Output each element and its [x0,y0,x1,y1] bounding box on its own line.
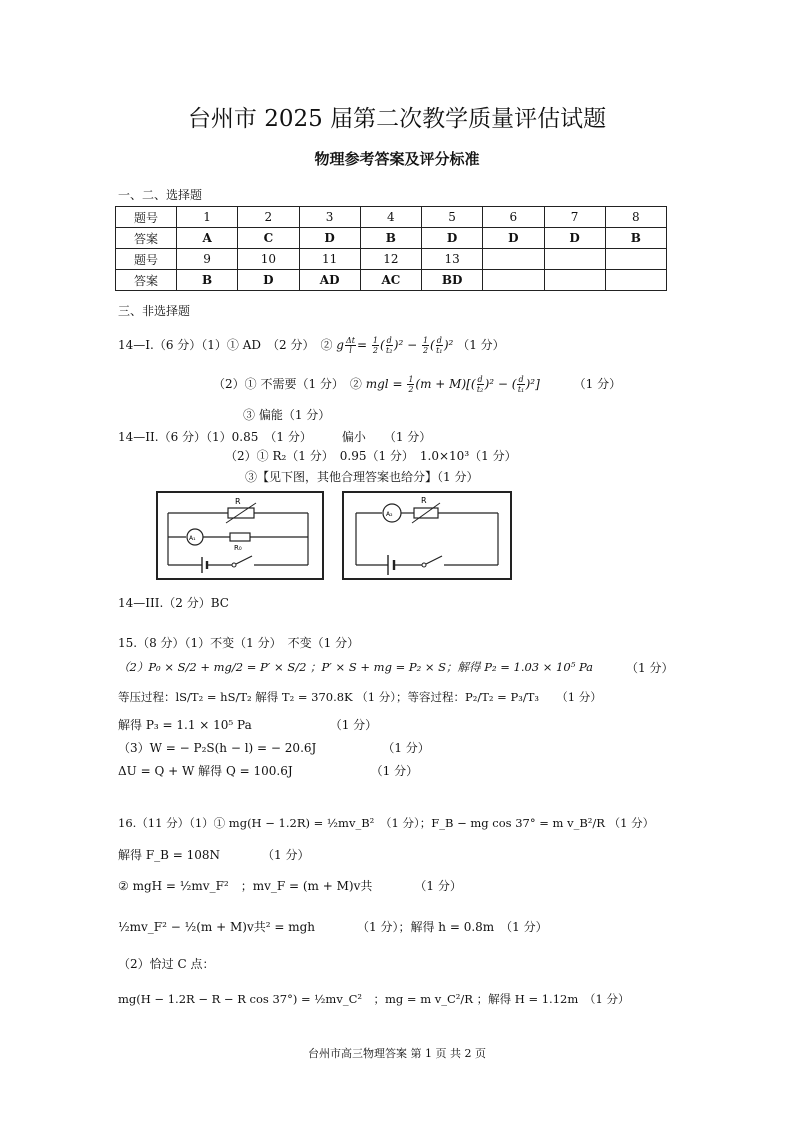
page-subtitle: 物理参考答案及评分标准 [314,150,480,168]
q15-line-2: （2）P₀ × S/2 + mg/2 = P′ × S/2 ；P′ × S + mg = P₂ × S；解得 P₂ = 1.03 × 10⁵ Pa [118,660,594,674]
q14-2-line-3: ③【见下图，其他合理答案也给分】（1 分） [245,470,479,484]
circuit1-meter-label: A₁ [189,535,196,542]
q15-line-6: ΔU = Q + W 解得 Q = 100.6J （1 分） [118,764,419,778]
table-cell: A [177,228,238,249]
circuit-diagram-2 [342,491,514,581]
circuit1-r-label: R [235,497,241,506]
table-cell: BD [422,270,483,291]
table-cell [544,249,605,270]
table-cell [605,270,666,291]
table-cell: 11 [299,249,360,270]
page-title: 台州市 2025 届第二次教学质量评估试题 [187,106,607,132]
section-choice-label: 一、二、选择题 [118,188,203,202]
q14-1-text: 14—I.（6 分）（1）① AD （2 分） ② [118,338,333,352]
circuit2-meter-label: A₂ [386,511,393,518]
q15-line-1: 15.（8 分）（1）不变（1 分） 不变（1 分） [118,636,360,650]
table-cell: 答案 [116,228,177,249]
table-cell: 9 [177,249,238,270]
table-cell: C [238,228,299,249]
formula-g: g $\frac{\Delta t}{l}$ = $\frac{1}{2}$ ( $\frac{d}{\text{t₂}}$ )² − $\frac{1}{2}$ ( $\frac{d}{\text{t₁}}$ )² [336,336,454,355]
table-cell: 10 [238,249,299,270]
table-cell: 8 [605,207,666,228]
q16-line-3: ② mgH = ½mv_F² ；mv_F = (m + M)v共 （1 分） [118,879,462,893]
table-row [116,249,667,270]
page-footer: 台州市高三物理答案 第 1 页 共 2 页 [308,1047,486,1060]
q14-1-line-1 [118,336,505,355]
table-cell: D [238,270,299,291]
q15-line-4: 解得 P₃ = 1.1 × 10⁵ Pa （1 分） [118,718,378,732]
q16-line-2: 解得 F_B = 108N （1 分） [118,848,310,862]
table-cell: 2 [238,207,299,228]
table-cell: 答案 [116,270,177,291]
q16-line-4: ½mv_F² − ½(m + M)v共² = mgh （1 分）；解得 h = 0.8m （1 分） [118,920,548,934]
table-cell: D [299,228,360,249]
table-cell: AD [299,270,360,291]
q15-line-3: 等压过程：lS/T₂ = hS/T₂ 解得 T₂ = 370.8K （1 分）；等容过程：P₂/T₂ = P₃/T₃ （1 分） [118,690,602,704]
table-cell: 题号 [116,249,177,270]
table-cell: 4 [360,207,421,228]
table-cell: B [605,228,666,249]
table-cell [605,249,666,270]
section-nonchoice-label: 三、非选择题 [118,304,191,318]
table-cell: D [544,228,605,249]
table-cell: 5 [422,207,483,228]
table-cell: 12 [360,249,421,270]
answer-table [115,206,667,291]
q16-line-6: mg(H − 1.2R − R − R cos 37°) = ½mv_C² ；mg = m v_C²/R ；解得 H = 1.12m （1 分） [118,992,630,1006]
table-cell: 7 [544,207,605,228]
table-cell: D [483,228,544,249]
circuit1-r0-label: R₀ [234,544,242,552]
q14-2-line-2: （2）① R₂（1 分） 0.95（1 分） 1.0×10³（1 分） [225,449,517,463]
q16-line-5: （2）恰过 C 点： [118,957,215,971]
table-row [116,228,667,249]
q14-1-score: （1 分） [457,338,505,352]
table-cell: 题号 [116,207,177,228]
q16-line-1: 16.（11 分）（1）① mg(H − 1.2R) = ½mv_B² （1 分）；F_B − mg cos 37° = m v_B²/R （1 分） [118,816,655,830]
table-cell: 6 [483,207,544,228]
q15-line-5: （3）W = − P₂S(h − l) = − 20.6J （1 分） [118,741,430,755]
formula-mgl: mgl = $\frac{1}{2}$ (m + M)[( $\frac{d}{\text{t₂}}$ )² − ( $\frac{d}{\text{t₁}}$ )²] [365,375,540,394]
circuit-diagram-1 [156,491,326,581]
table-cell [483,249,544,270]
table-cell: D [422,228,483,249]
q14-1-text-2: （2）① 不需要（1 分） ② [213,377,362,391]
q14-2-line-1: 14—II.（6 分）（1）0.85 （1 分） 偏小 （1 分） [118,430,432,444]
q14-1-score-2: （1 分） [573,377,622,391]
table-cell [544,270,605,291]
table-cell: B [177,270,238,291]
q14-1-line-3: ③ 偏能（1 分） [243,408,331,422]
table-row [116,270,667,291]
table-cell: 3 [299,207,360,228]
circuit2-r-label: R [421,496,427,505]
q14-3-line: 14—III.（2 分）BC [118,596,229,610]
table-cell: AC [360,270,421,291]
table-cell: 13 [422,249,483,270]
table-cell: B [360,228,421,249]
table-row [116,207,667,228]
table-cell: 1 [177,207,238,228]
q15-line-2-score: （1 分） [626,661,674,675]
table-cell [483,270,544,291]
q14-1-line-2 [213,375,621,394]
